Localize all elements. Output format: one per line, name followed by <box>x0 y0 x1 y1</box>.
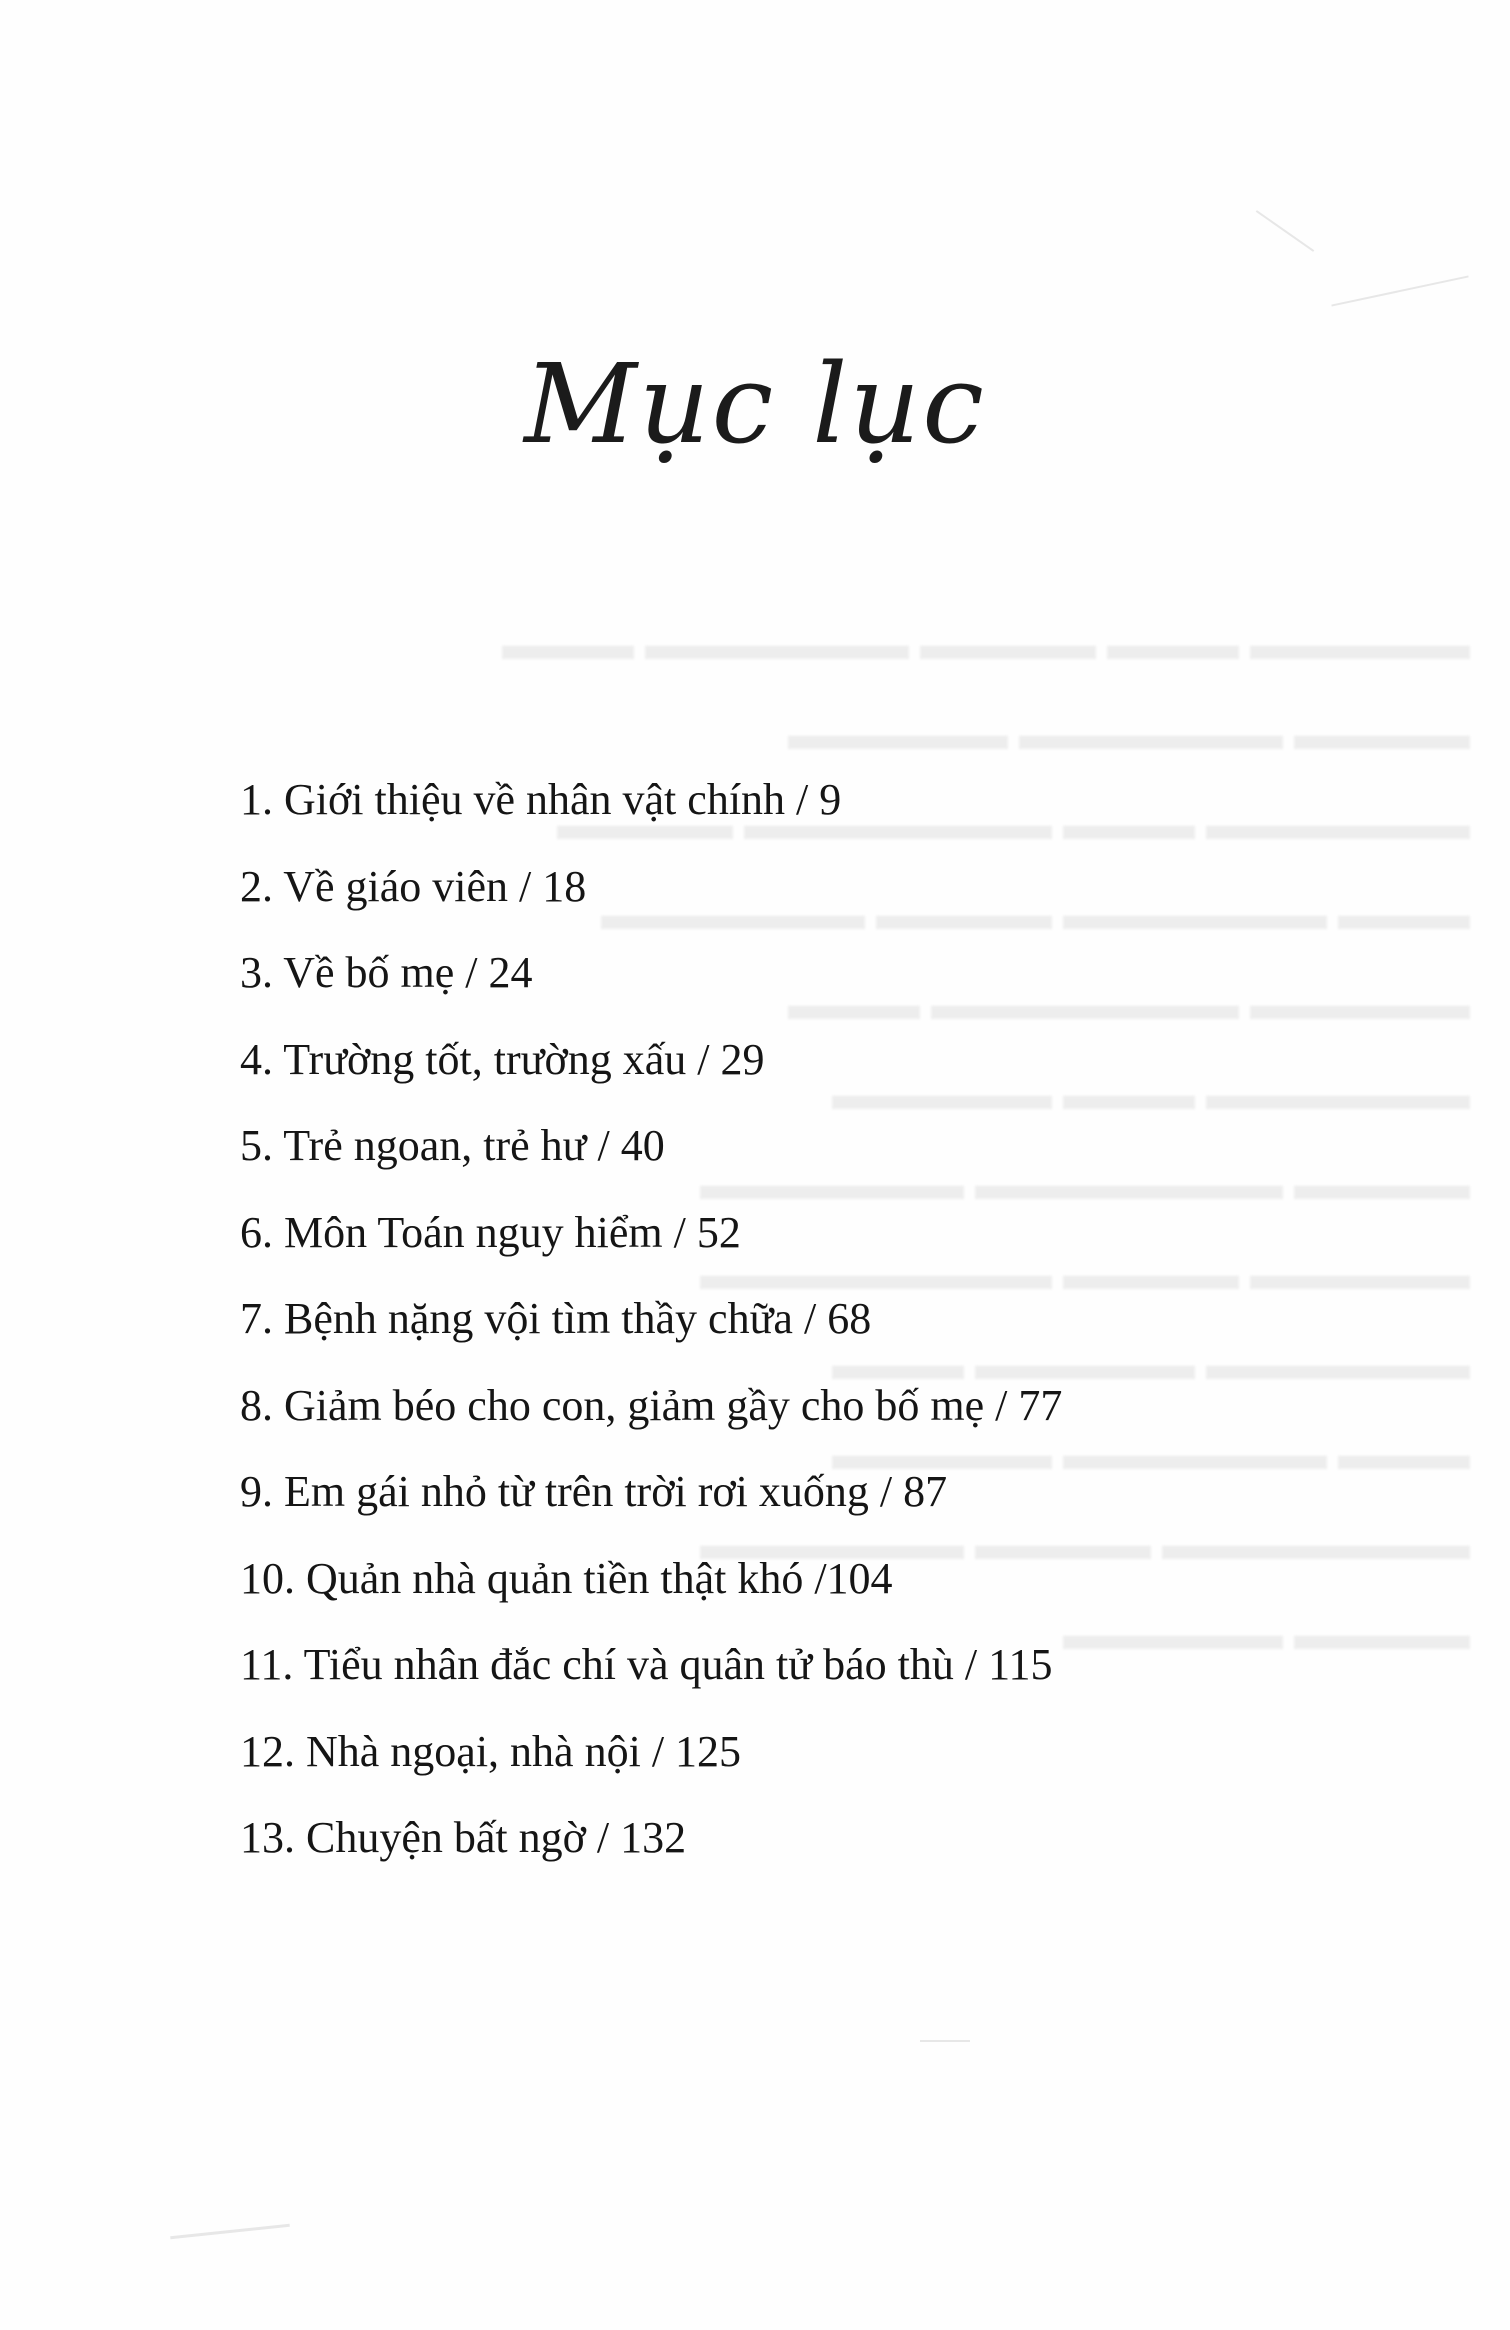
toc-entry: 1. Giới thiệu về nhân vật chính / 9 <box>240 775 842 824</box>
toc-entry: 6. Môn Toán nguy hiểm / 52 <box>240 1207 741 1257</box>
toc-entry: 13. Chuyện bất ngờ / 132 <box>240 1813 687 1862</box>
toc-entry: 12. Nhà ngoại, nhà nội / 125 <box>240 1726 742 1776</box>
toc-entry: 4. Trường tốt, trường xấu / 29 <box>240 1034 765 1084</box>
bleed-through-text: ▬▬▬▬▬ ▬▬▬ ▬▬▬▬ ▬▬▬▬▬▬ ▬▬▬ ▬▬▬▬ ▬▬▬▬▬▬ ▬▬▬▬▬ ▬▬▬▬▬▬ ▬▬▬ ▬▬▬▬▬▬▬ ▬▬▬▬ ▬▬▬ ▬▬▬▬▬▬ ▬▬▬▬ ▬▬▬▬▬▬ ▬▬▬▬▬ ▬▬▬▬▬▬▬ ▬▬▬ ▬▬▬▬▬▬ ▬▬▬ ▬▬▬▬▬ ▬▬▬▬ ▬▬▬▬▬▬▬ ▬▬▬▬▬▬ ▬▬▬▬▬ ▬▬▬▬ ▬▬▬▬▬▬▬▬ ▬▬▬▬▬▬ ▬▬▬▬▬ ▬▬▬ ▬▬▬ ▬▬▬▬▬▬ ▬▬▬▬▬ ▬▬▬▬▬▬▬ ▬▬▬▬ ▬▬▬▬▬▬ ▬▬▬▬ ▬▬▬▬▬ <box>502 620 1470 1659</box>
toc-entry: 9. Em gái nhỏ từ trên trời rơi xuống / 87 <box>240 1467 948 1516</box>
toc-entry: 3. Về bố mẹ / 24 <box>240 948 533 997</box>
table-of-contents <box>240 770 1062 1895</box>
toc-entry: 11. Tiểu nhân đắc chí và quân tử báo thù / 115 <box>240 1640 1053 1689</box>
toc-entry: 10. Quản nhà quản tiền thật khó /104 <box>240 1553 893 1603</box>
paper-mark <box>170 2224 290 2240</box>
page-title: Mục lục <box>524 340 986 468</box>
paper-mark <box>920 2040 970 2042</box>
toc-entry: 7. Bệnh nặng vội tìm thầy chữa / 68 <box>240 1294 872 1343</box>
paper-mark <box>1331 275 1468 306</box>
toc-entry: 8. Giảm béo cho con, giảm gầy cho bố mẹ / 77 <box>240 1380 1063 1430</box>
toc-entry: 2. Về giáo viên / 18 <box>240 861 587 911</box>
toc-entry: 5. Trẻ ngoan, trẻ hư / 40 <box>240 1121 665 1170</box>
paper-mark <box>1256 210 1314 252</box>
